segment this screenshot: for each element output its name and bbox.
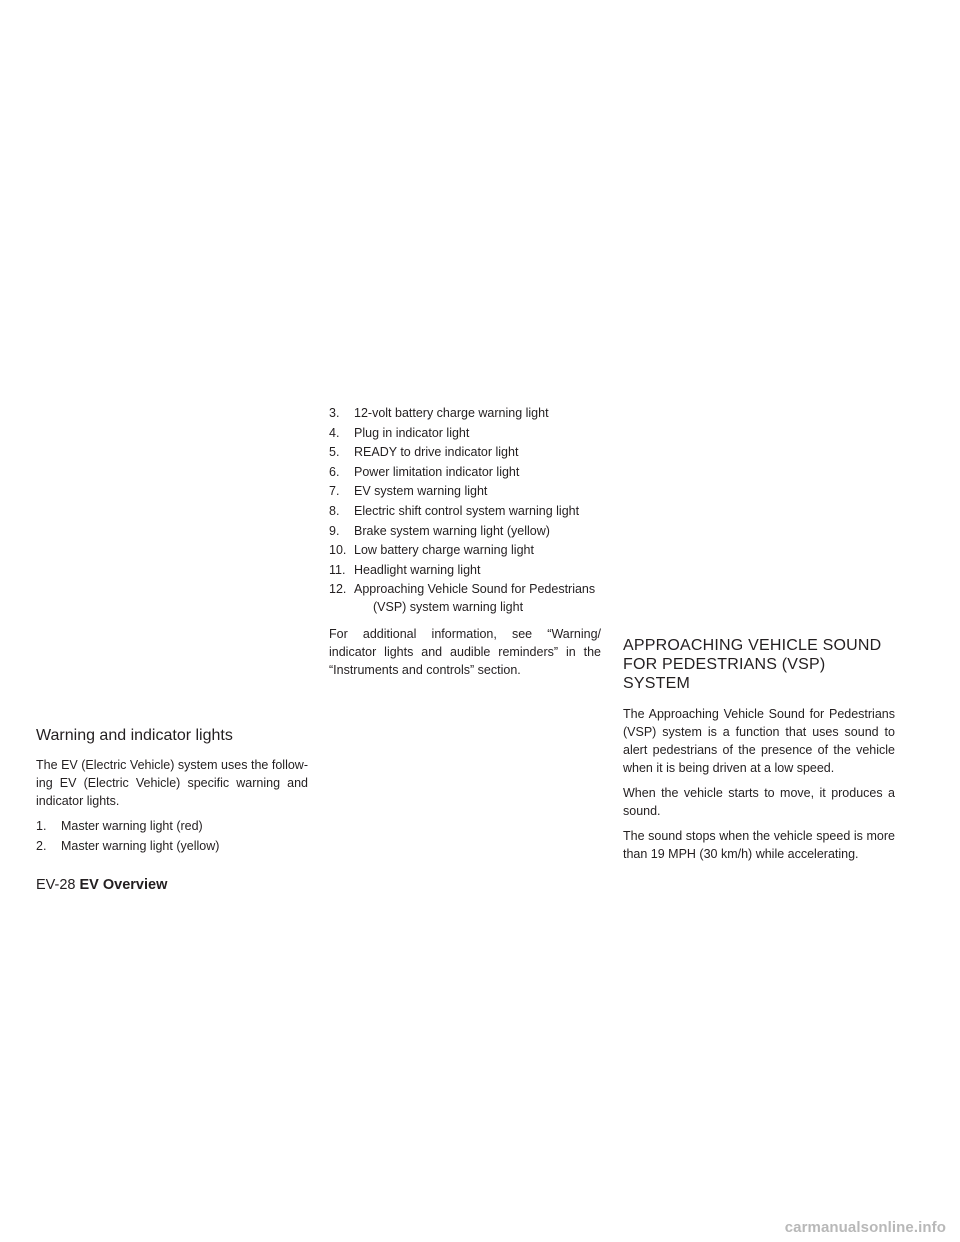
additional-info-note: For additional information, see “Warning/ indicator lights and audible reminders” in the “Instruments and controls” section. [329,627,601,678]
list-item-number: 1. [36,819,47,833]
warning-lights-list-part2 [329,404,601,616]
section-heading-line2: FOR PEDESTRIANS (VSP) SYSTEM [623,656,826,692]
list-item [329,424,601,442]
warning-lights-list-part1 [36,817,308,855]
intro-paragraph: The EV (Electric Vehicle) system uses the follow-ing EV (Electric Vehicle) specific warning and indicator lights. [36,758,308,808]
left-column [36,726,308,856]
list-item-number: 4. [329,425,340,440]
list-item [36,817,308,835]
list-item-number: 3. [329,406,340,420]
list-item-text: READY to drive indicator light [354,445,519,460]
list-item [329,522,601,540]
list-item [329,482,601,500]
list-item-number: 7. [329,484,340,499]
list-item-text: Brake system warning light (yellow) [354,523,550,538]
list-item-text: Headlight warning light [354,562,481,577]
section-heading-line1: APPROACHING VEHICLE SOUND [623,637,882,654]
middle-column [329,404,601,686]
footer-section-title: EV Overview [79,877,168,893]
list-item-number: 11. [329,562,346,577]
list-item-text: Electric shift control system warning light [354,503,580,518]
list-item-number: 12. [329,582,347,597]
list-item [329,443,601,461]
right-column [623,636,895,870]
list-item-text: Master warning light (yellow) [61,838,220,853]
list-item-text: 12-volt battery charge warning light [354,406,549,420]
list-item [329,463,601,481]
vsp-paragraph-1: The Approaching Vehicle Sound for Pedestrians (VSP) system is a function that uses sound to alert pedestrians of the presence of the vehicle when it is being driven at a low speed. [623,707,895,775]
list-item-text: Master warning light (red) [61,819,203,833]
list-item [329,561,601,579]
list-item [329,541,601,559]
list-item-text-line1: Approaching Vehicle Sound for Pedestrians [354,582,596,597]
watermark: carmanualsonline.info [784,1219,946,1236]
list-item-number: 5. [329,445,340,460]
list-item-number: 10. [329,543,347,558]
list-item [329,502,601,520]
page-number: EV-28 [36,877,76,893]
list-item-number: 6. [329,464,340,479]
list-item-text: Plug in indicator light [354,425,470,440]
list-item-text: Low battery charge warning light [354,543,534,558]
section-heading-vsp [623,636,895,693]
list-item [36,837,308,855]
list-item-text: Power limitation indicator light [354,464,520,479]
vsp-paragraph-3: The sound stops when the vehicle speed is more than 19 MPH (30 km/h) while accelerating. [623,829,895,861]
list-item-text [354,580,601,616]
list-item-text: EV system warning light [354,484,488,499]
list-item [329,580,601,616]
section-heading-warning-lights: Warning and indicator lights [36,727,233,744]
list-item-text-line2: (VSP) system warning light [373,600,524,615]
page-footer [36,876,167,894]
list-item-number: 2. [36,838,47,853]
list-item-number: 8. [329,503,340,518]
list-item-number: 9. [329,523,340,538]
list-item [329,404,601,422]
vsp-paragraph-2: When the vehicle starts to move, it produces a sound. [623,786,895,818]
